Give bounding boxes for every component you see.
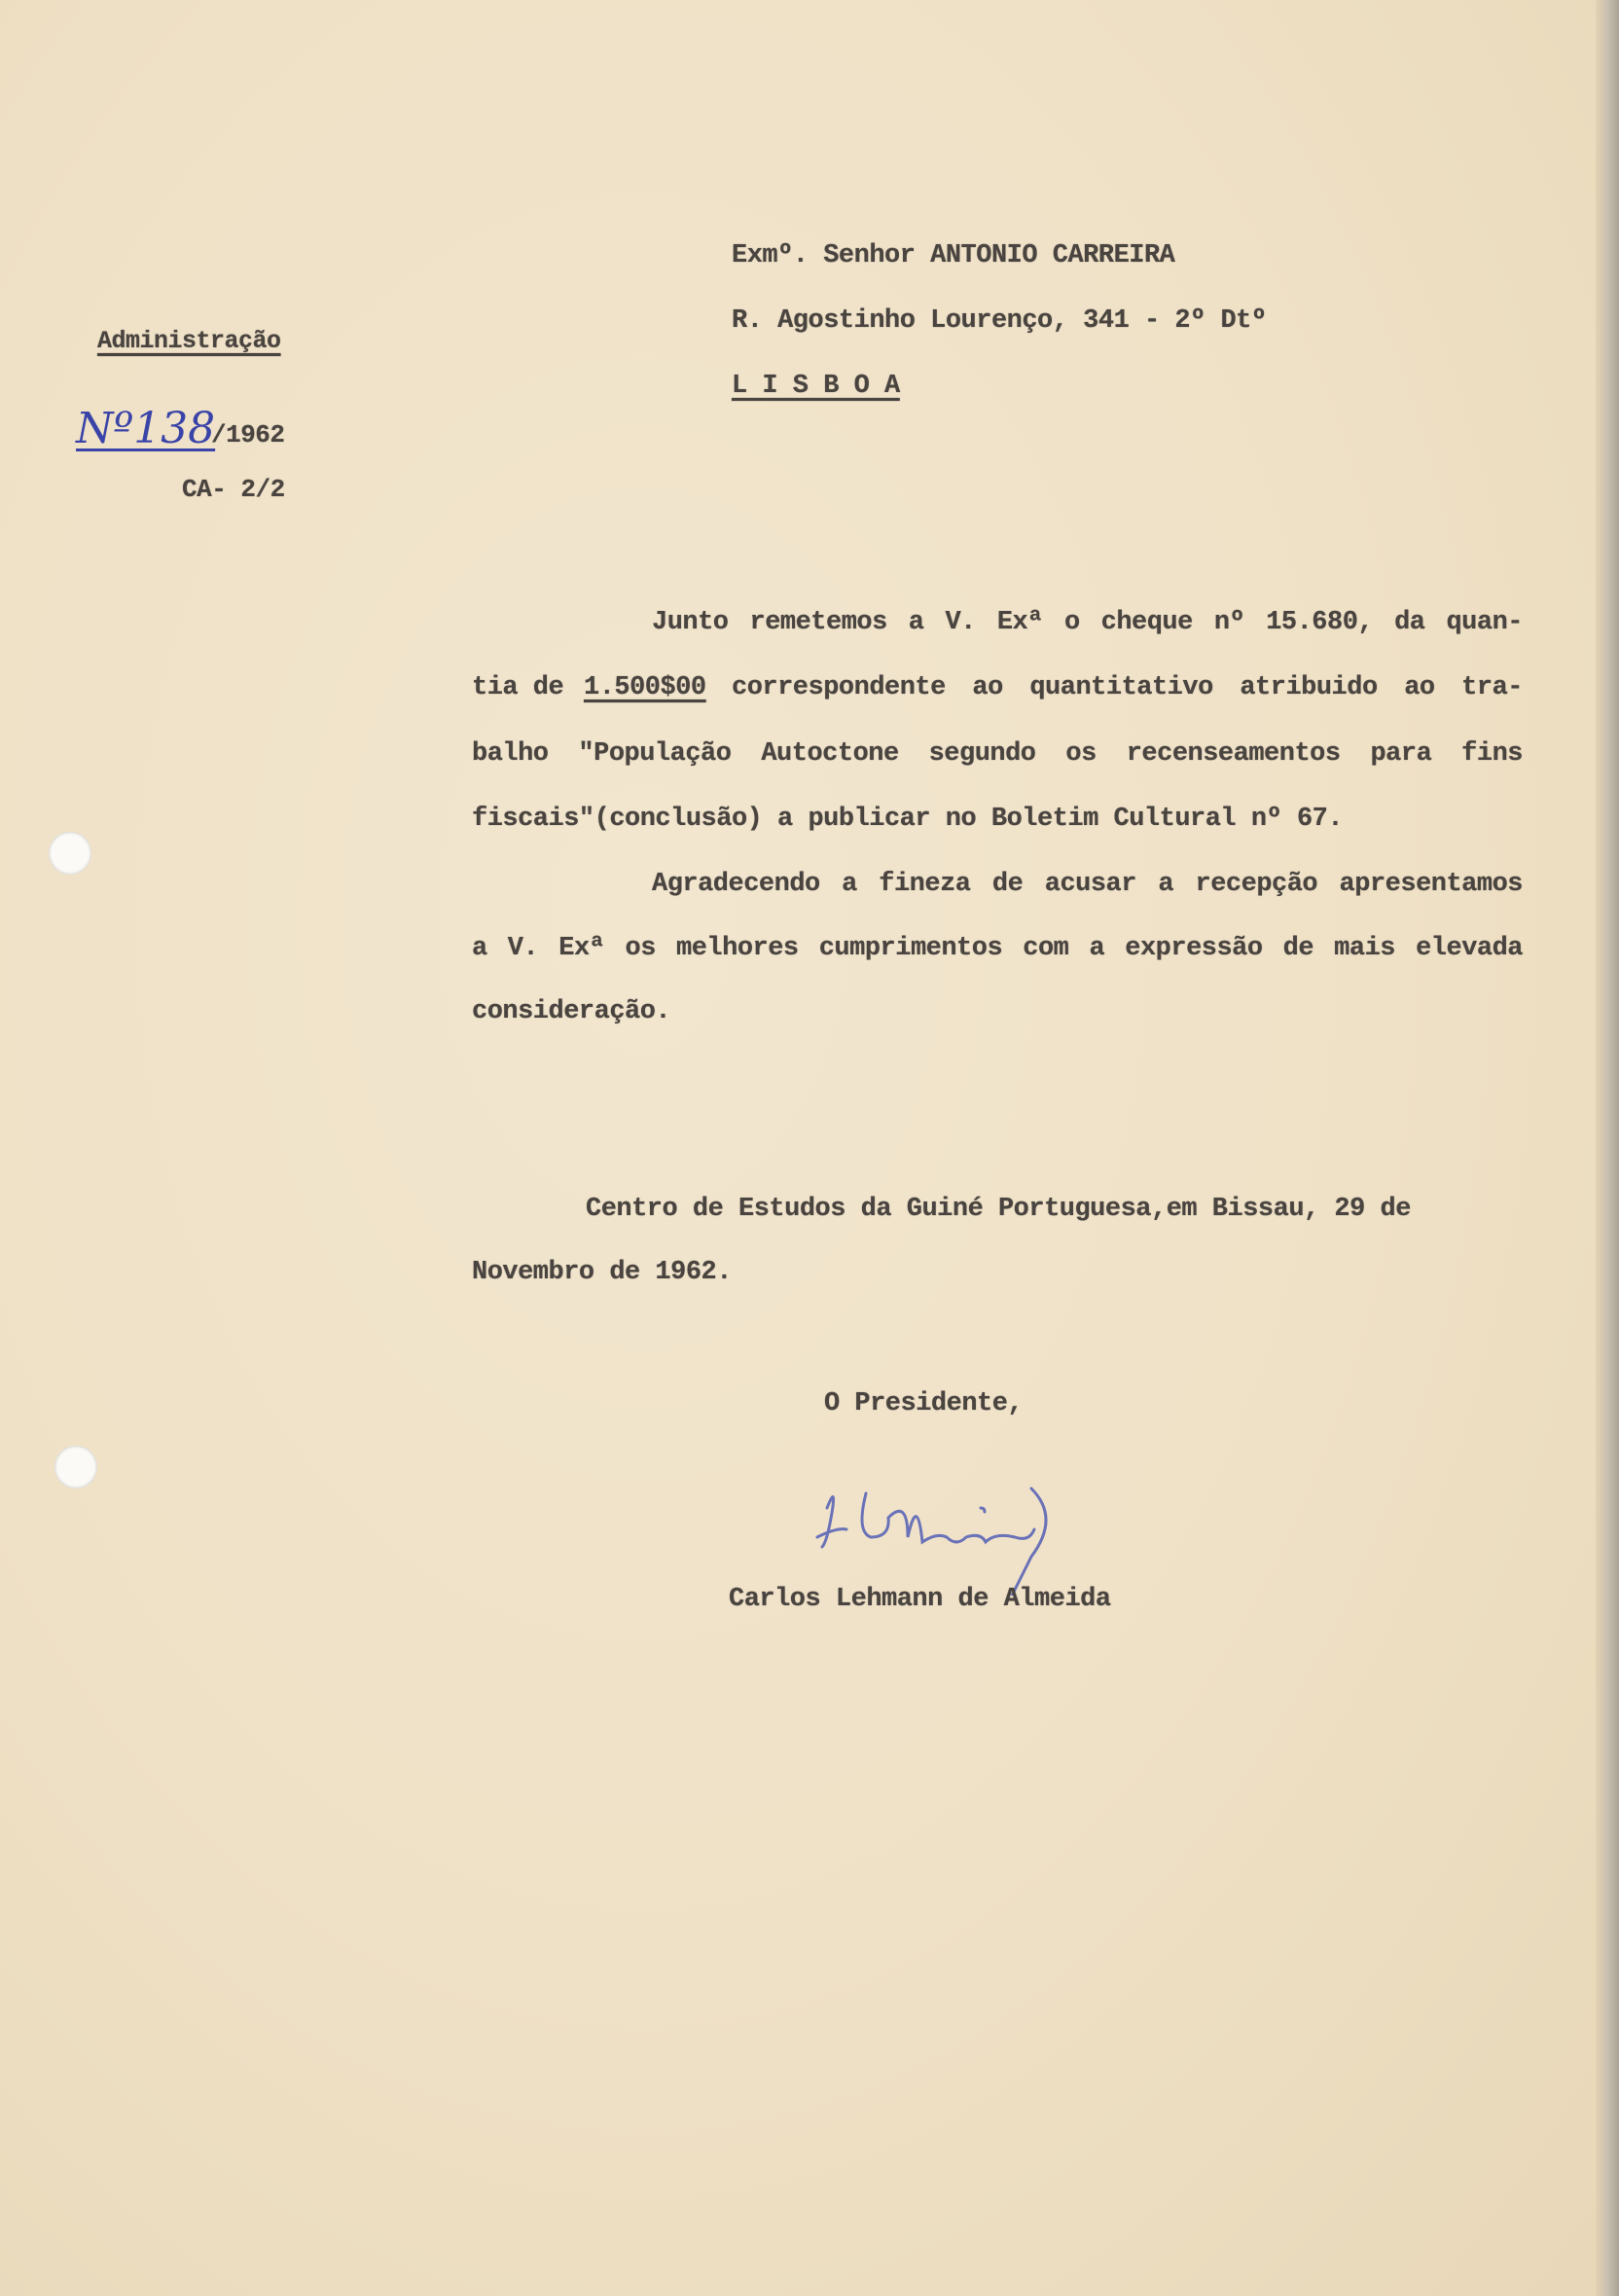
department-label: Administração [97,327,281,355]
handwritten-reference: Nº138 [76,404,216,453]
addressee-name: Exmº. Senhor ANTONIO CARREIRA [732,241,1175,270]
closing-title: O Presidente, [824,1389,1024,1418]
body-line: a V. Exª os melhores cumprimentos com a expressão de mais elevada [472,934,1523,963]
reference-year: /1962 [211,420,285,449]
punch-hole [49,832,91,875]
body-line: Junto remetemos a V. Exª o cheque nº 15.680, da quan- [652,608,1523,637]
amount: 1.500$00 [584,673,706,702]
place-date: Centro de Estudos da Guiné Portuguesa,em Bissau, 29 de [586,1195,1411,1224]
body-line: fiscais"(conclusão) a publicar no Boletim Cultural nº 67. [472,805,1344,834]
body-line-prefix: tia de [472,673,564,702]
addressee-street: R. Agostinho Lourenço, 341 - 2º Dtº [732,306,1267,336]
place-date: Novembro de 1962. [472,1258,732,1287]
body-line: correspondente ao quantitativo atribuido ao tra- [732,673,1523,702]
signature [808,1469,1216,1596]
punch-hole [54,1446,97,1489]
body-line: consideração. [472,997,671,1026]
reference-code: CA- 2/2 [182,475,285,504]
body-line: balho "População Autoctone segundo os recenseamentos para fins [472,739,1523,769]
body-line: Agradecendo a fineza de acusar a recepção apresentamos [652,870,1523,899]
addressee-city: L I S B O A [732,372,900,401]
signatory-name: Carlos Lehmann de Almeida [729,1585,1111,1614]
paper-edge [1596,0,1619,2296]
